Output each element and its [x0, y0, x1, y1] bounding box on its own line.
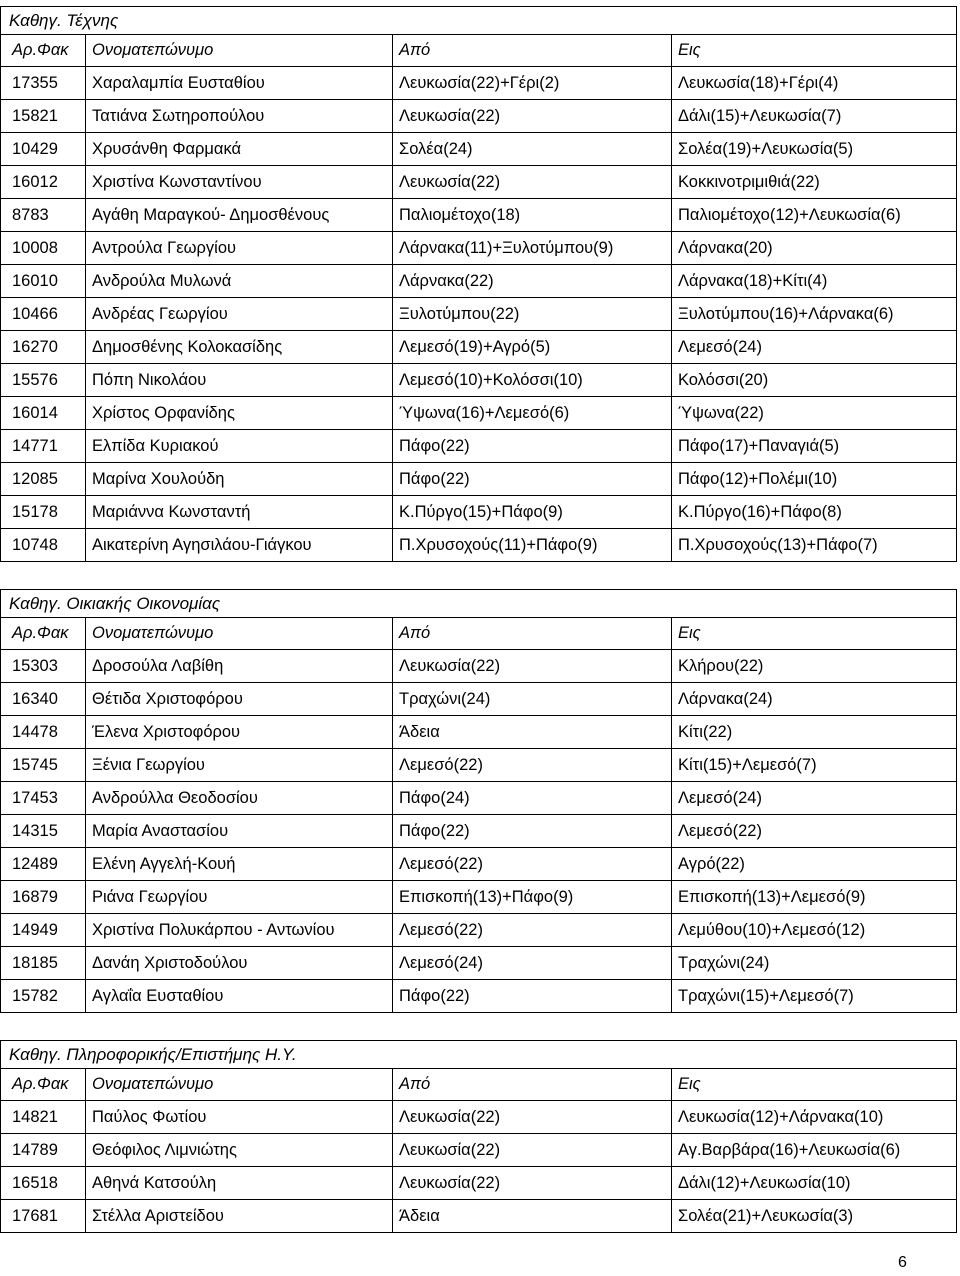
header-from-location: Από	[399, 1075, 431, 1093]
cell-to-location: Σολέα(21)+Λευκωσία(3)	[678, 1207, 854, 1225]
cell-file-number: 17453	[12, 789, 58, 807]
cell-from-location: Λευκωσία(22)	[399, 107, 501, 125]
column-divider	[392, 650, 393, 682]
cell-full-name: Πόπη Νικολάου	[92, 371, 207, 389]
column-divider	[85, 716, 86, 748]
column-divider	[392, 815, 393, 847]
cell-full-name: Θεόφιλος Λιμνιώτης	[92, 1141, 237, 1159]
column-divider	[85, 34, 86, 66]
table-row	[0, 947, 957, 980]
cell-full-name: Χριστίνα Πολυκάρπου - Αντωνίου	[92, 921, 335, 939]
column-divider	[392, 1167, 393, 1199]
cell-from-location: Άδεια	[399, 723, 440, 741]
column-divider	[671, 298, 672, 330]
column-divider	[85, 749, 86, 781]
column-divider	[671, 67, 672, 99]
table-row	[0, 331, 957, 364]
column-divider	[392, 716, 393, 748]
cell-to-location: Λεμύθου(10)+Λεμεσό(12)	[678, 921, 866, 939]
column-divider	[85, 1134, 86, 1166]
cell-from-location: Λεμεσό(24)	[399, 954, 483, 972]
cell-to-location: Λάρνακα(24)	[678, 690, 773, 708]
cell-full-name: Χρίστος Ορφανίδης	[92, 404, 235, 422]
table-row	[0, 782, 957, 815]
table-header-row	[0, 34, 957, 67]
cell-full-name: Δροσούλα Λαβίθη	[92, 657, 224, 675]
column-divider	[85, 1068, 86, 1100]
table-row	[0, 232, 957, 265]
cell-file-number: 16340	[12, 690, 58, 708]
cell-to-location: Παλιομέτοχο(12)+Λευκωσία(6)	[678, 206, 901, 224]
column-divider	[392, 683, 393, 715]
cell-file-number: 16010	[12, 272, 58, 290]
cell-to-location: Λάρνακα(18)+Κίτι(4)	[678, 272, 828, 290]
column-divider	[85, 980, 86, 1012]
column-divider	[392, 881, 393, 913]
cell-full-name: Ανδρούλα Μυλωνά	[92, 272, 232, 290]
cell-from-location: Λευκωσία(22)	[399, 657, 501, 675]
table-row	[0, 650, 957, 683]
column-divider	[392, 166, 393, 198]
column-divider	[85, 430, 86, 462]
column-divider	[392, 1068, 393, 1100]
cell-from-location: Ξυλοτύμπου(22)	[399, 305, 520, 323]
column-divider	[392, 529, 393, 561]
cell-from-location: Σολέα(24)	[399, 140, 473, 158]
table-row	[0, 265, 957, 298]
cell-to-location: Λεμεσό(22)	[678, 822, 762, 840]
column-divider	[671, 617, 672, 649]
column-divider	[392, 947, 393, 979]
column-divider	[85, 298, 86, 330]
cell-to-location: Κ.Πύργο(16)+Πάφο(8)	[678, 503, 842, 521]
cell-from-location: Λεμεσό(22)	[399, 855, 483, 873]
column-divider	[85, 782, 86, 814]
column-divider	[671, 1101, 672, 1133]
cell-from-location: Λευκωσία(22)	[399, 173, 501, 191]
column-divider	[671, 947, 672, 979]
table-row	[0, 683, 957, 716]
column-divider	[392, 364, 393, 396]
header-to-location: Εις	[678, 41, 701, 59]
table-row	[0, 980, 957, 1013]
column-divider	[85, 815, 86, 847]
column-divider	[671, 881, 672, 913]
cell-file-number: 16014	[12, 404, 58, 422]
column-divider	[392, 1200, 393, 1232]
table-row	[0, 1101, 957, 1134]
cell-from-location: Πάφο(24)	[399, 789, 470, 807]
header-full-name: Ονοματεπώνυμο	[92, 624, 214, 642]
cell-from-location: Κ.Πύργο(15)+Πάφο(9)	[399, 503, 563, 521]
column-divider	[85, 848, 86, 880]
column-divider	[671, 265, 672, 297]
cell-full-name: Αντρούλα Γεωργίου	[92, 239, 237, 257]
cell-full-name: Ελπίδα Κυριακού	[92, 437, 219, 455]
cell-to-location: Λεμεσό(24)	[678, 338, 762, 356]
cell-full-name: Δημοσθένης Κολοκασίδης	[92, 338, 283, 356]
column-divider	[85, 166, 86, 198]
cell-from-location: Λευκωσία(22)	[399, 1141, 501, 1159]
column-divider	[85, 529, 86, 561]
cell-file-number: 14821	[12, 1108, 58, 1126]
column-divider	[671, 100, 672, 132]
column-divider	[85, 364, 86, 396]
cell-full-name: Παύλος Φωτίου	[92, 1108, 207, 1126]
cell-from-location: Άδεια	[399, 1207, 440, 1225]
column-divider	[671, 914, 672, 946]
cell-to-location: Τραχώνι(15)+Λεμεσό(7)	[678, 987, 854, 1005]
column-divider	[671, 463, 672, 495]
table-row	[0, 1167, 957, 1200]
cell-to-location: Τραχώνι(24)	[678, 954, 770, 972]
column-divider	[671, 1134, 672, 1166]
table-row	[0, 529, 957, 562]
column-divider	[85, 199, 86, 231]
cell-from-location: Τραχώνι(24)	[399, 690, 491, 708]
column-divider	[671, 1200, 672, 1232]
table-row	[0, 166, 957, 199]
cell-full-name: Αικατερίνη Αγησιλάου-Γιάγκου	[92, 536, 312, 554]
cell-from-location: Λάρνακα(11)+Ξυλοτύμπου(9)	[399, 239, 614, 257]
section-title: Καθηγ. Πληροφορικής/Επιστήμης Η.Υ.	[0, 1040, 957, 1069]
cell-full-name: Στέλλα Αριστείδου	[92, 1207, 224, 1225]
cell-file-number: 12085	[12, 470, 58, 488]
cell-full-name: Μαρίνα Χουλούδη	[92, 470, 225, 488]
header-from-location: Από	[399, 41, 431, 59]
header-to-location: Εις	[678, 624, 701, 642]
cell-full-name: Αγλαΐα Ευσταθίου	[92, 987, 224, 1005]
column-divider	[85, 1167, 86, 1199]
cell-file-number: 16012	[12, 173, 58, 191]
page-number: 6	[898, 1254, 907, 1271]
column-divider	[671, 650, 672, 682]
column-divider	[671, 1167, 672, 1199]
cell-from-location: Λάρνακα(22)	[399, 272, 494, 290]
cell-file-number: 14315	[12, 822, 58, 840]
cell-from-location: Λευκωσία(22)	[399, 1108, 501, 1126]
cell-full-name: Ελένη Αγγελή-Κουή	[92, 855, 236, 873]
cell-from-location: Λεμεσό(22)	[399, 921, 483, 939]
cell-full-name: Χαραλαμπία Ευσταθίου	[92, 74, 265, 92]
column-divider	[671, 980, 672, 1012]
header-file-number: Αρ.Φακ	[12, 1075, 69, 1093]
cell-from-location: Πάφο(22)	[399, 470, 470, 488]
column-divider	[85, 914, 86, 946]
column-divider	[85, 1200, 86, 1232]
cell-full-name: Αγάθη Μαραγκού- Δημοσθένους	[92, 206, 330, 224]
table-row	[0, 749, 957, 782]
column-divider	[392, 1101, 393, 1133]
cell-to-location: Σολέα(19)+Λευκωσία(5)	[678, 140, 854, 158]
cell-from-location: Λεμεσό(10)+Κολόσσι(10)	[399, 371, 583, 389]
cell-full-name: Δανάη Χριστοδούλου	[92, 954, 248, 972]
table-row	[0, 364, 957, 397]
cell-to-location: Λάρνακα(20)	[678, 239, 773, 257]
cell-to-location: Ξυλοτύμπου(16)+Λάρνακα(6)	[678, 305, 894, 323]
table-row	[0, 848, 957, 881]
table-row	[0, 496, 957, 529]
column-divider	[671, 133, 672, 165]
column-divider	[392, 463, 393, 495]
column-divider	[392, 232, 393, 264]
cell-to-location: Λευκωσία(12)+Λάρνακα(10)	[678, 1108, 884, 1126]
column-divider	[85, 133, 86, 165]
cell-from-location: Π.Χρυσοχούς(11)+Πάφο(9)	[399, 536, 598, 554]
cell-from-location: Παλιομέτοχο(18)	[399, 206, 521, 224]
cell-to-location: Κίτι(22)	[678, 723, 733, 741]
column-divider	[392, 914, 393, 946]
column-divider	[85, 331, 86, 363]
column-divider	[671, 1068, 672, 1100]
column-divider	[392, 980, 393, 1012]
column-divider	[85, 496, 86, 528]
column-divider	[392, 430, 393, 462]
cell-file-number: 15782	[12, 987, 58, 1005]
cell-file-number: 10429	[12, 140, 58, 158]
cell-full-name: Αθηνά Κατσούλη	[92, 1174, 217, 1192]
cell-file-number: 15745	[12, 756, 58, 774]
cell-from-location: Λεμεσό(22)	[399, 756, 483, 774]
cell-full-name: Ανδρέας Γεωργίου	[92, 305, 228, 323]
cell-to-location: Αγ.Βαρβάρα(16)+Λευκωσία(6)	[678, 1141, 901, 1159]
column-divider	[392, 749, 393, 781]
cell-file-number: 15303	[12, 657, 58, 675]
cell-to-location: Λευκωσία(18)+Γέρι(4)	[678, 74, 839, 92]
cell-to-location: Δάλι(12)+Λευκωσία(10)	[678, 1174, 851, 1192]
header-file-number: Αρ.Φακ	[12, 41, 69, 59]
column-divider	[85, 463, 86, 495]
cell-to-location: Κίτι(15)+Λεμεσό(7)	[678, 756, 817, 774]
table-row	[0, 881, 957, 914]
header-file-number: Αρ.Φακ	[12, 624, 69, 642]
column-divider	[85, 100, 86, 132]
cell-to-location: Κοκκινοτριμιθιά(22)	[678, 173, 820, 191]
column-divider	[392, 1134, 393, 1166]
cell-to-location: Πάφο(12)+Πολέμι(10)	[678, 470, 838, 488]
cell-to-location: Επισκοπή(13)+Λεμεσό(9)	[678, 888, 866, 906]
column-divider	[671, 34, 672, 66]
column-divider	[671, 496, 672, 528]
column-divider	[392, 782, 393, 814]
column-divider	[671, 848, 672, 880]
table-row	[0, 430, 957, 463]
cell-to-location: Δάλι(15)+Λευκωσία(7)	[678, 107, 842, 125]
table-row	[0, 1134, 957, 1167]
column-divider	[85, 650, 86, 682]
cell-from-location: Ύψωνα(16)+Λεμεσό(6)	[399, 404, 570, 422]
cell-full-name: Ριάνα Γεωργίου	[92, 888, 208, 906]
column-divider	[392, 496, 393, 528]
cell-from-location: Λευκωσία(22)	[399, 1174, 501, 1192]
cell-to-location: Ύψωνα(22)	[678, 404, 764, 422]
column-divider	[85, 397, 86, 429]
table-row	[0, 298, 957, 331]
cell-full-name: Ξένια Γεωργίου	[92, 756, 205, 774]
column-divider	[392, 265, 393, 297]
cell-to-location: Αγρό(22)	[678, 855, 745, 873]
column-divider	[85, 617, 86, 649]
column-divider	[671, 331, 672, 363]
column-divider	[392, 617, 393, 649]
table-header-row	[0, 617, 957, 650]
column-divider	[671, 166, 672, 198]
cell-full-name: Θέτιδα Χριστοφόρου	[92, 690, 243, 708]
cell-from-location: Πάφο(22)	[399, 822, 470, 840]
column-divider	[671, 364, 672, 396]
table-row	[0, 100, 957, 133]
column-divider	[392, 67, 393, 99]
section-title: Καθηγ. Οικιακής Οικονομίας	[0, 589, 957, 618]
column-divider	[85, 1101, 86, 1133]
column-divider	[392, 848, 393, 880]
table-row	[0, 1200, 957, 1233]
header-full-name: Ονοματεπώνυμο	[92, 41, 214, 59]
column-divider	[671, 683, 672, 715]
column-divider	[392, 298, 393, 330]
column-divider	[671, 815, 672, 847]
table-header-row	[0, 1068, 957, 1101]
column-divider	[85, 232, 86, 264]
table-row	[0, 815, 957, 848]
column-divider	[392, 397, 393, 429]
cell-full-name: Μαριάννα Κωνσταντή	[92, 503, 251, 521]
column-divider	[392, 34, 393, 66]
cell-file-number: 10748	[12, 536, 58, 554]
column-divider	[671, 430, 672, 462]
cell-file-number: 14478	[12, 723, 58, 741]
cell-file-number: 17355	[12, 74, 58, 92]
header-full-name: Ονοματεπώνυμο	[92, 1075, 214, 1093]
section-title: Καθηγ. Τέχνης	[0, 6, 957, 35]
column-divider	[85, 265, 86, 297]
cell-from-location: Λευκωσία(22)+Γέρι(2)	[399, 74, 560, 92]
cell-file-number: 12489	[12, 855, 58, 873]
cell-file-number: 15821	[12, 107, 58, 125]
cell-to-location: Κολόσσι(20)	[678, 371, 769, 389]
column-divider	[392, 100, 393, 132]
column-divider	[671, 397, 672, 429]
cell-file-number: 18185	[12, 954, 58, 972]
column-divider	[671, 749, 672, 781]
column-divider	[85, 67, 86, 99]
cell-file-number: 16270	[12, 338, 58, 356]
header-from-location: Από	[399, 624, 431, 642]
cell-file-number: 14949	[12, 921, 58, 939]
header-to-location: Εις	[678, 1075, 701, 1093]
cell-to-location: Πάφο(17)+Παναγιά(5)	[678, 437, 840, 455]
cell-file-number: 14789	[12, 1141, 58, 1159]
column-divider	[671, 232, 672, 264]
column-divider	[671, 716, 672, 748]
cell-full-name: Ανδρούλλα Θεοδοσίου	[92, 789, 258, 807]
column-divider	[671, 782, 672, 814]
cell-file-number: 15576	[12, 371, 58, 389]
column-divider	[671, 529, 672, 561]
cell-full-name: Τατιάνα Σωτηροπούλου	[92, 107, 265, 125]
cell-from-location: Επισκοπή(13)+Πάφο(9)	[399, 888, 574, 906]
cell-full-name: Έλενα Χριστοφόρου	[92, 723, 241, 741]
column-divider	[392, 133, 393, 165]
cell-file-number: 15178	[12, 503, 58, 521]
table-row	[0, 716, 957, 749]
table-row	[0, 914, 957, 947]
cell-full-name: Χριστίνα Κωνσταντίνου	[92, 173, 262, 191]
cell-file-number: 14771	[12, 437, 58, 455]
cell-from-location: Πάφο(22)	[399, 437, 470, 455]
table-row	[0, 199, 957, 232]
cell-full-name: Μαρία Αναστασίου	[92, 822, 229, 840]
table-row	[0, 67, 957, 100]
cell-file-number: 8783	[12, 206, 49, 224]
cell-to-location: Κλήρου(22)	[678, 657, 764, 675]
cell-file-number: 16879	[12, 888, 58, 906]
cell-file-number: 10008	[12, 239, 58, 257]
cell-file-number: 17681	[12, 1207, 58, 1225]
column-divider	[85, 683, 86, 715]
cell-to-location: Λεμεσό(24)	[678, 789, 762, 807]
column-divider	[392, 331, 393, 363]
cell-from-location: Λεμεσό(19)+Αγρό(5)	[399, 338, 551, 356]
cell-file-number: 10466	[12, 305, 58, 323]
cell-from-location: Πάφο(22)	[399, 987, 470, 1005]
table-row	[0, 397, 957, 430]
cell-full-name: Χρυσάνθη Φαρμακά	[92, 140, 242, 158]
column-divider	[85, 881, 86, 913]
cell-to-location: Π.Χρυσοχούς(13)+Πάφο(7)	[678, 536, 878, 554]
table-row	[0, 463, 957, 496]
cell-file-number: 16518	[12, 1174, 58, 1192]
column-divider	[85, 947, 86, 979]
table-row	[0, 133, 957, 166]
column-divider	[671, 199, 672, 231]
column-divider	[392, 199, 393, 231]
